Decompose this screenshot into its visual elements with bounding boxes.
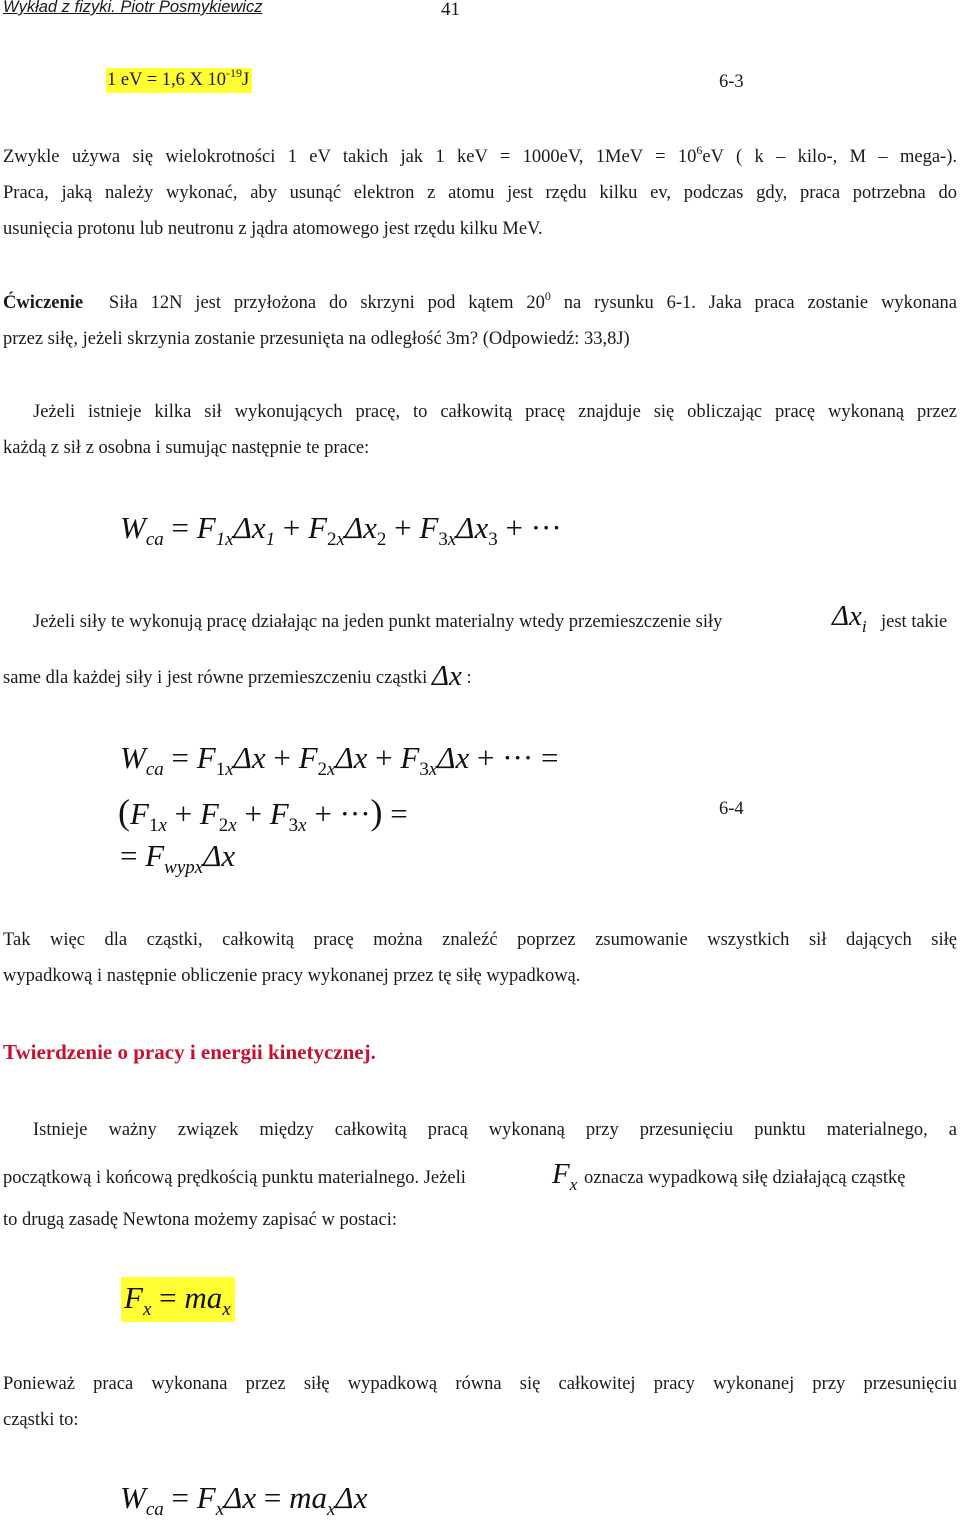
page-number: 41 [441, 0, 460, 20]
exercise: Ćwiczenie Siła 12N jest przyłożona do skrzyni pod kątem $20^0$ na rysunku 6-1. Jaka praca zostanie wykonana przez siłę, jeżeli skrzynia zostanie przesunięta na odległość 3m? (Odpowiedź: 33,8J) [3, 289, 958, 349]
work-equation-line3: = $F_{wypx}\Delta x$ [120, 838, 236, 878]
paragraph-theorem-intro-l2: początkową i końcową prędkością punktu materialnego. Jeżeli [3, 1168, 466, 1188]
work-equation-line2: ($F_{1x} + F_{2x} + F_{3x}$ + ···) = [118, 792, 408, 836]
paragraph-resultant-work: Ponieważ praca wykonana przez siłę wypadkową równa się całkowitej pracy wykonanej przy przesunięciu cząstki to: [3, 1374, 957, 1430]
paragraph-single-point-end: jest takie [881, 612, 948, 632]
fx-symbol: $F_x$ [552, 1158, 578, 1194]
paragraph-multiples: Zwykle używa się wielokrotności 1 eV takich jak 1 keV = 1000eV, $1MeV = 10^6eV$ ( k – kilo-, M – mega-). Praca, jaką należy wykonać, aby usunąć elektron z atomu jest rzędu kilku ev, podczas gdy, praca potrzebna do usunięcia protonu lub neutronu z jądra atomowego jest rzędu kilku MeV. [3, 143, 957, 239]
work-mass-equation: $W_{ca} = F_x\Delta x = ma_x\Delta x$ [120, 1480, 368, 1520]
equation-number: 6-3 [719, 72, 744, 92]
paragraph-theorem-intro-l3: to drugą zasadę Newtona możemy zapisać w postaci: [3, 1210, 398, 1230]
paragraph-theorem-intro: Istnieje ważny związek między całkowitą pracą wykonaną przy przesunięciu punktu materialnego, a [33, 1120, 957, 1140]
paragraph-single-point: Jeżeli siły te wykonują pracę działając na jeden punkt materialny wtedy przemieszczenie siły [33, 612, 723, 632]
section-heading: Twierdzenie o pracy i energii kinetycznej. [3, 1040, 376, 1064]
paragraph-theorem-intro-l2-end: oznacza wypadkową siłę działającą cząstkę [584, 1168, 906, 1188]
ev-definition: 1 eV = 1,6 X $10^{-19}J$ [106, 68, 252, 93]
exercise-label: Ćwiczenie [3, 293, 84, 313]
paragraph-single-point-l2: same dla każdej siły i jest równe przemieszczeniu cząstki Δx : [3, 660, 472, 692]
equation-number: 6-4 [719, 799, 744, 819]
paragraph-several-forces: Jeżeli istnieje kilka sił wykonujących pracę, to całkowitą pracę znajduje się obliczając pracę wykonaną przez [33, 402, 957, 422]
work-equation-line1: $W_{ca} = F_{1x}\Delta x + F_{2x}\Delta x + F_{3x}\Delta x$ + ··· = [120, 740, 559, 780]
delta-xi-symbol: $\Delta x_i$ [832, 600, 867, 636]
work-sum-equation: $W_{ca} = F_{1x}\Delta x_1 + F_{2x}\Delta x_2 + F_{3x}\Delta x_3$ + ··· [120, 510, 562, 550]
paragraph-conclusion: Tak więc dla cząstki, całkowitą pracę można znaleźć poprzez zsumowanie wszystkich sił dających siłę wypadkową i następnie obliczenie pracy wykonanej przez tę siłę wypadkową. [3, 930, 957, 986]
running-header-author: Wykład z fizyki. Piotr Posmykiewicz [3, 0, 263, 16]
newton-second-law: $F_x = ma_x$ [121, 1277, 235, 1322]
paragraph-several-forces-cont: każdą z sił z osobna i sumując następnie te prace: [3, 438, 370, 458]
